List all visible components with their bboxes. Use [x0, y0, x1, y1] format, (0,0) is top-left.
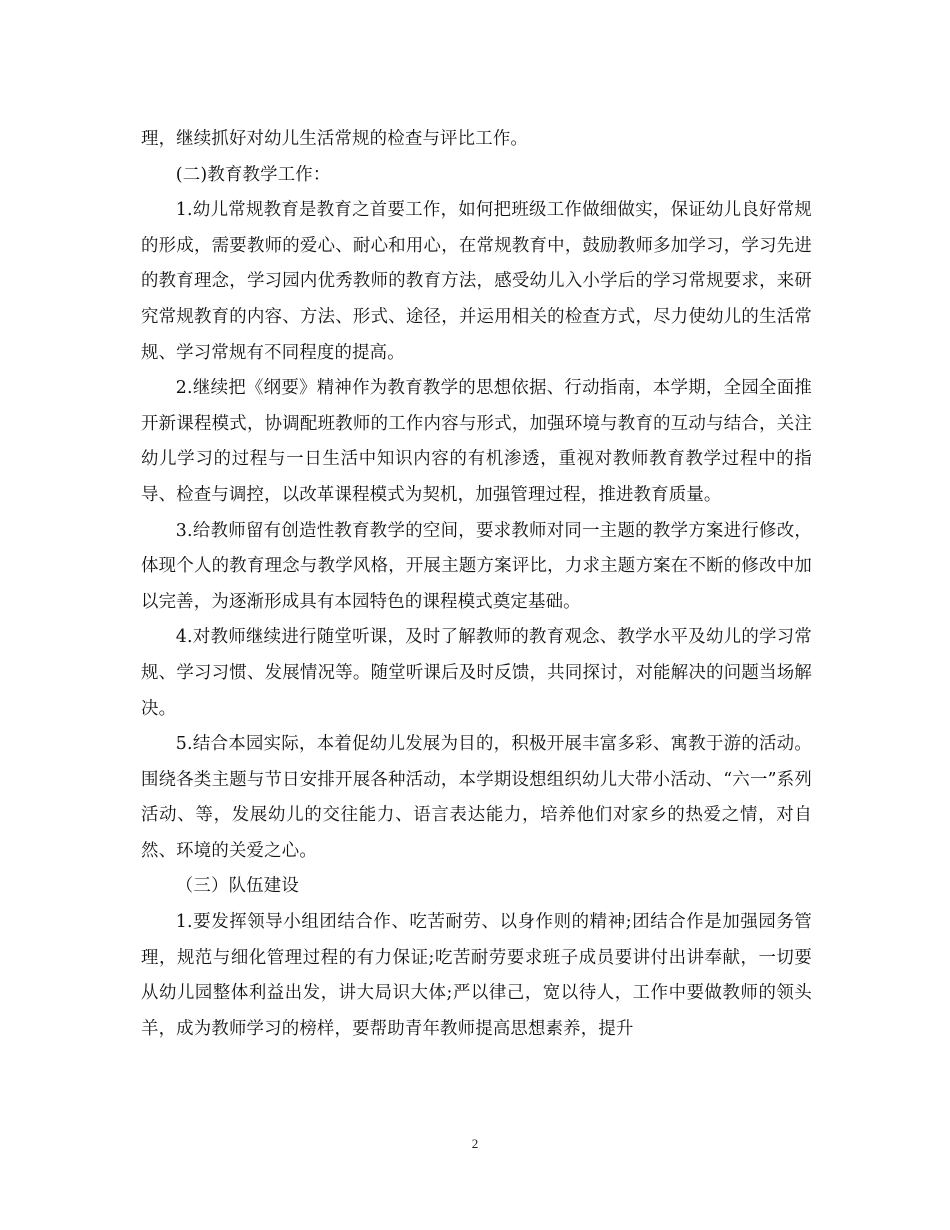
paragraph-activities: 5.结合本园实际，本着促幼儿发展为目的，积极开展丰富多彩、寓教于游的活动。围绕各类主题与节日安排开展各种活动，本学期设想组织幼儿大带小活动、“六一”系列活动、等，发展幼儿的交往能力、语言表达能力，培养他们对家乡的热爱之情，对自然、环境的关爱之心。 — [141, 734, 812, 861]
section-heading-teaching: (二)教育教学工作： — [175, 164, 331, 185]
paragraph-classroom-observation: 4.对教师继续进行随堂听课，及时了解教师的教育观念、教学水平及幼儿的学习常规、学习习惯、发展情况等。随堂听课后及时反馈，共同探讨，对能解决的问题当场解决。 — [141, 627, 812, 719]
paragraph-routine-education: 1.幼儿常规教育是教育之首要工作，如何把班级工作做细做实，保证幼儿良好常规的形成，需要教师的爱心、耐心和用心，在常规教育中，鼓励教师多加学习，学习先进的教育理念，学习园内优秀教师的教育方法，感受幼儿入小学后的学习常规要求，来研究常规教育的内容、方法、形式、途径，并运用相关的检查方式，尽力使幼儿的生活常规、学习常规有不同程度的提高。 — [141, 200, 812, 363]
paragraph-outline-spirit: 2.继续把《纲要》精神作为教育教学的思想依据、行动指南，本学期，全园全面推开新课程模式，协调配班教师的工作内容与形式，加强环境与教育的互动与结合，关注幼儿学习的过程与一日生活中知识内容的有机渗透，重视对教师教育教学过程中的指导、检查与调控，以改革课程模式为契机，加强管理过程，推进教育质量。 — [141, 378, 812, 505]
paragraph-creative-space: 3.给教师留有创造性教育教学的空间，要求教师对同一主题的教学方案进行修改，体现个人的教育理念与教学风格，开展主题方案评比，力求主题方案在不断的修改中加以完善，为逐渐形成具有本园特色的课程模式奠定基础。 — [141, 520, 812, 612]
section-heading-team-building: （三）队伍建设 — [175, 876, 299, 897]
page-number: 2 — [471, 1136, 479, 1151]
paragraph-leadership: 1.要发挥领导小组团结合作、吃苦耐劳、以身作则的精神;团结合作是加强园务管理，规范与细化管理过程的有力保证;吃苦耐劳要求班子成员要讲付出讲奉献，一切要从幼儿园整体利益出发，讲大局识大体;严以律己，宽以待人，工作中要做教师的领头羊，成为教师学习的榜样，要帮助青年教师提高思想素养，提升 — [141, 912, 812, 1039]
document-body — [141, 122, 812, 1047]
paragraph-1: 理，继续抓好对幼儿生活常规的检查与评比工作。 — [141, 129, 528, 149]
